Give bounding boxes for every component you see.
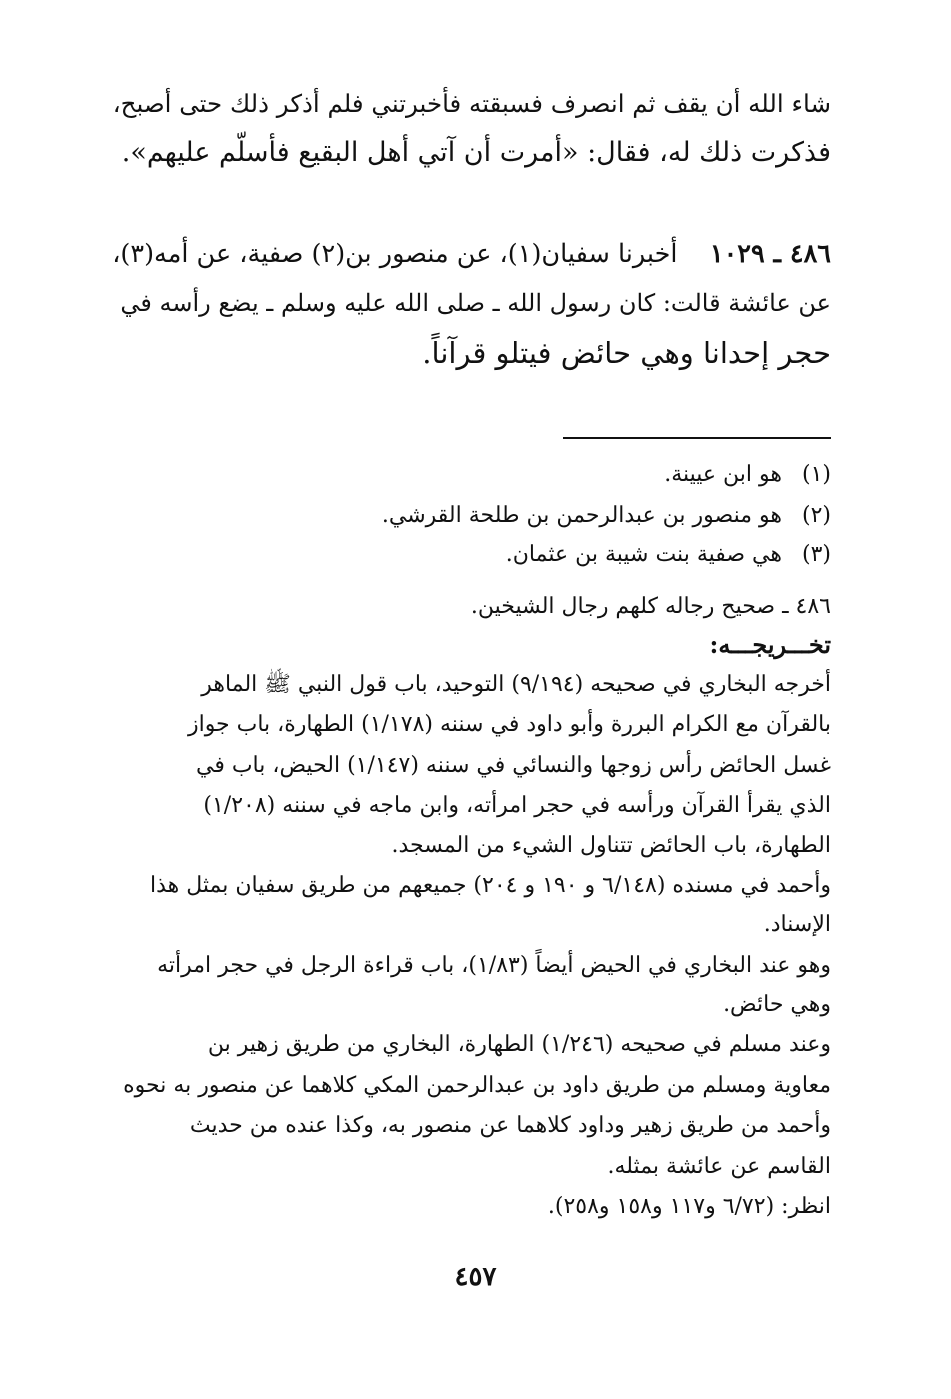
takhrij-line: بالقرآن مع الكرام البررة وأبو داود في سننه (١/١٧٨) الطهارة، باب جواز [187, 712, 831, 737]
takhrij-line: انظر: (٦/٧٢ و١١٧ و١٥٨ و٢٥٨). [547, 1194, 831, 1219]
footnote-separator [563, 437, 831, 439]
footnote-text: هي صفية بنت شيبة بن عثمان. [505, 542, 782, 567]
takhrij-line: الإسناد. [763, 912, 831, 937]
takhrij-line: وعند مسلم في صحيحه (١/٢٤٦) الطهارة، البخاري من طريق زهير بن [207, 1032, 831, 1057]
takhrij-line: وأحمد في مسنده (٦/١٤٨ و ١٩٠ و ٢٠٤) جميعهم من طريق سفيان بمثل هذا [149, 873, 831, 898]
footnote-3 [111, 540, 831, 570]
takhrij-line: وأحمد من طريق زهير وداود كلاهما عن منصور به، وكذا عنده من حديث [189, 1113, 831, 1138]
takhrij-line: غسل الحائض رأس زوجها والنسائي في سننه (١/١٤٧) الحيض، باب في [196, 753, 831, 778]
footnote-text: هو منصور بن عبدالرحمن بن طلحة القرشي. [381, 503, 782, 528]
footnote-text: هو ابن عيينة. [664, 462, 782, 487]
continuation-line-1: شاء الله أن يقف ثم انصرف فسبقته فأخبرتني فلم أذكر ذلك حتى أصبح، [112, 89, 831, 118]
page-number: ٤٥٧ [454, 1262, 497, 1292]
hadith-line-1 [111, 236, 831, 272]
hadith-line-2: عن عائشة قالت: كان رسول الله ـ صلى الله عليه وسلم ـ يضع رأسه في [120, 289, 831, 317]
takhrij-heading: تخـــريجـــه: [709, 630, 831, 659]
takhrij-line: القاسم عن عائشة بمثله. [607, 1154, 831, 1179]
continuation-line-2: فذكرت ذلك له، فقال: «أمرت أن آتي أهل البقيع فأسلّم عليهم». [121, 137, 831, 168]
footnote-mark: (١) [801, 462, 831, 487]
hadith-grading: ٤٨٦ ـ صحيح رجاله كلهم رجال الشيخين. [470, 594, 831, 619]
footnote-2 [111, 501, 831, 531]
hadith-line-1-text: أخبرنا سفيان(١)، عن منصور بن(٢) صفية، عن أمه(٣)، [112, 239, 678, 269]
takhrij-line: وهي حائض. [723, 992, 831, 1017]
footnote-1 [111, 460, 831, 490]
footnote-mark: (٣) [801, 542, 831, 567]
footnote-mark: (٢) [801, 503, 831, 528]
takhrij-line: الذي يقرأ القرآن ورأسه في حجر امرأته، وابن ماجه في سننه (١/٢٠٨) [203, 793, 831, 818]
hadith-number: ٤٨٦ ـ ١٠٢٩ [709, 239, 831, 269]
takhrij-line: الطهارة، باب الحائض تتناول الشيء من المسجد. [391, 833, 831, 858]
takhrij-line: أخرجه البخاري في صحيحه (٩/١٩٤) التوحيد، باب قول النبي ﷺ الماهر [201, 672, 831, 697]
takhrij-line: وهو عند البخاري في الحيض أيضاً (١/٨٣)، باب قراءة الرجل في حجر امرأته [157, 953, 831, 978]
takhrij-line: معاوية ومسلم من طريق داود بن عبدالرحمن المكي كلاهما عن منصور به نحوه [123, 1073, 831, 1098]
hadith-line-3: حجر إحدانا وهي حائض فيتلو قرآناً. [422, 336, 831, 370]
